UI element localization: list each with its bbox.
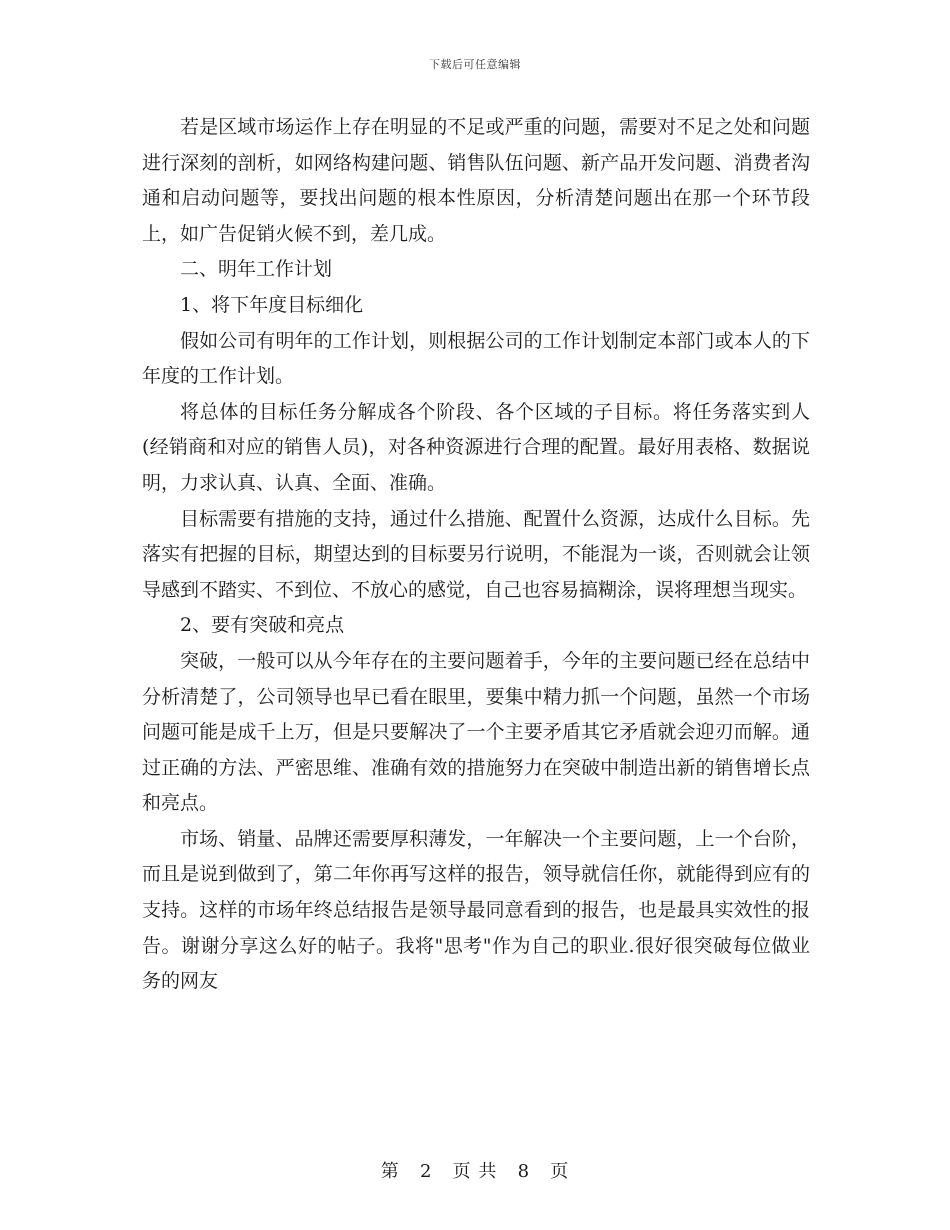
header-text: 下载后可任意编辑 (429, 58, 521, 71)
document-body (142, 110, 810, 1000)
section-heading-next-year-plan: 二、明年工作计划 (180, 258, 333, 281)
footer-prefix: 第 (380, 1161, 400, 1182)
paragraph-target-measures: 目标需要有措施的支持，通过什么措施、配置什么资源，达成什么目标。先落实有把握的目标，期望达到的目标要另行说明，不能混为一谈，否则就会让领导感到不踏实、不到位、不放心的感觉，自己也容易搞糊涂，误将理想当现实。 (142, 507, 810, 601)
footer-middle: 页 共 (452, 1161, 498, 1182)
paragraph-decompose-targets: 将总体的目标任务分解成各个阶段、各个区域的子目标。将任务落实到人(经销商和对应的销售人员)，对各种资源进行合理的配置。最好用表格、数据说明，力求认真、认真、全面、准确。 (142, 400, 810, 494)
paragraph-problem-analysis: 若是区域市场运作上存在明显的不足或严重的问题，需要对不足之处和问题进行深刻的剖析，如网络构建问题、销售队伍问题、新产品开发问题、消费者沟通和启动问题等，要找出问题的根本性原因，分析清楚问题出在那一个环节段上，如广告促销火候不到，差几成。 (142, 116, 810, 245)
paragraph-market-brand: 市场、销量、品牌还需要厚积薄发，一年解决一个主要问题，上一个台阶，而且是说到做到了，第二年你再写这样的报告，领导就信任你，就能得到应有的支持。这样的市场年终总结报告是领导最同意看到的报告，也是最具实效性的报告。谢谢分享这么好的帖子。我将"思考"作为自己的职业.很好很突破每位做业务的网友 (142, 827, 810, 993)
paragraph-breakthrough: 突破，一般可以从今年存在的主要问题着手，今年的主要问题已经在总结中分析清楚了，公司领导也早已看在眼里，要集中精力抓一个问题，虽然一个市场问题可能是成千上万，但是只要解决了一个主要矛盾其它矛盾就会迎刃而解。通过正确的方法、严密思维、准确有效的措施努力在突破中制造出新的销售增长点和亮点。 (142, 649, 810, 815)
page-header (0, 56, 950, 72)
subheading-breakthrough: 2、要有突破和亮点 (180, 614, 345, 637)
page-footer (0, 1157, 950, 1183)
subheading-refine-targets: 1、将下年度目标细化 (180, 293, 364, 316)
page-number: 2 (419, 1161, 433, 1182)
paragraph-company-plan: 假如公司有明年的工作计划，则根据公司的工作计划制定本部门或本人的下年度的工作计划。 (142, 329, 810, 388)
total-pages: 8 (517, 1161, 531, 1182)
footer-suffix: 页 (550, 1161, 570, 1182)
